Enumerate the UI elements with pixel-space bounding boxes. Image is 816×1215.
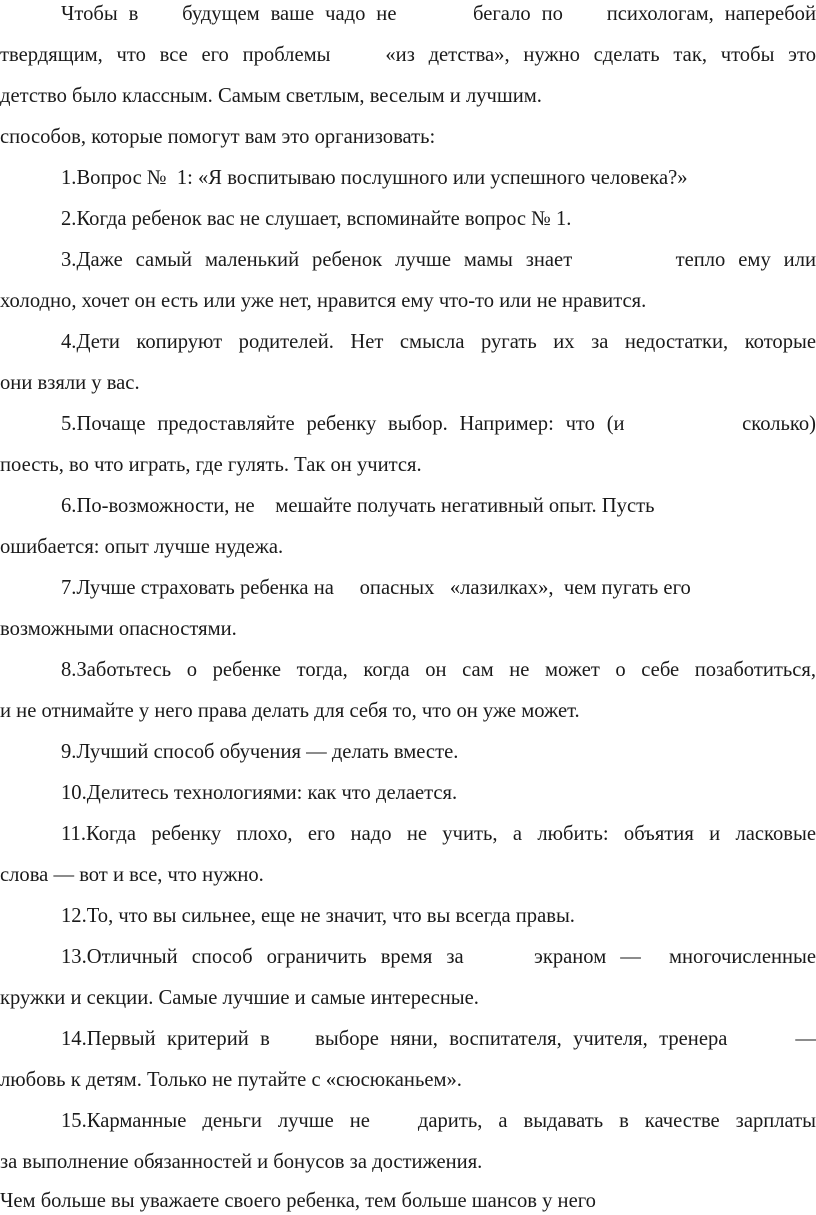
text-line: 11.Когда ребенку плохо, его надо не учить, а любить: объятия и ласковые	[61, 823, 816, 845]
text-line: кружки и секции. Самые лучшие и самые интересные.	[0, 987, 479, 1009]
text-line: Чтобы в будущем ваше чадо не бегало по психологам, наперебой	[61, 3, 816, 25]
text-line: 4.Дети копируют родителей. Нет смысла ругать их за недостатки, которые	[61, 331, 816, 353]
text-line: холодно, хочет он есть или уже нет, нравится ему что-то или не нравится.	[0, 290, 647, 312]
text-line: и не отнимайте у него права делать для себя то, что он уже может.	[0, 700, 580, 722]
text-line: они взяли у вас.	[0, 372, 140, 394]
text-line: 2.Когда ребенок вас не слушает, вспоминайте вопрос № 1.	[61, 208, 572, 230]
text-line: 9.Лучший способ обучения — делать вместе.	[61, 741, 459, 763]
text-line: слова — вот и все, что нужно.	[0, 864, 264, 886]
text-line: способов, которые помогут вам это организовать:	[0, 126, 436, 148]
text-line: 1.Вопрос № 1: «Я воспитываю послушного или успешного человека?»	[61, 167, 688, 189]
text-line: 10.Делитесь технологиями: как что делается.	[61, 782, 458, 804]
text-line: детство было классным. Самым светлым, веселым и лучшим.	[0, 85, 542, 107]
text-line: 13.Отличный способ ограничить время за экраном — многочисленные	[61, 946, 816, 968]
text-line: твердящим, что все его проблемы «из детства», нужно сделать так, чтобы это	[0, 44, 816, 66]
text-line: 3.Даже самый маленький ребенок лучше мамы знает тепло ему или	[61, 249, 816, 271]
text-line: 6.По-возможности, не мешайте получать негативный опыт. Пусть	[61, 495, 655, 517]
text-line: поесть, во что играть, где гулять. Так он учится.	[0, 454, 422, 476]
text-line: 15.Карманные деньги лучше не дарить, а выдавать в качестве зарплаты	[61, 1110, 816, 1132]
text-line: 8.Заботьтесь о ребенке тогда, когда он сам не может о себе позаботиться,	[61, 659, 816, 681]
text-line: Чем больше вы уважаете своего ребенка, тем больше шансов у него	[0, 1190, 596, 1212]
text-line: 5.Почаще предоставляйте ребенку выбор. Например: что (и сколько)	[61, 413, 816, 435]
text-line: 7.Лучше страховать ребенка на опасных «лазилках», чем пугать его	[61, 577, 691, 599]
text-line: любовь к детям. Только не путайте с «сюсюканьем».	[0, 1069, 462, 1091]
text-line: за выполнение обязанностей и бонусов за достижения.	[0, 1151, 483, 1173]
text-line: 14.Первый критерий в выборе няни, воспитателя, учителя, тренера —	[61, 1028, 816, 1050]
text-line: 12.То, что вы сильнее, еще не значит, что вы всегда правы.	[61, 905, 575, 927]
text-line: возможными опасностями.	[0, 618, 237, 640]
text-line: ошибается: опыт лучше нудежа.	[0, 536, 284, 558]
